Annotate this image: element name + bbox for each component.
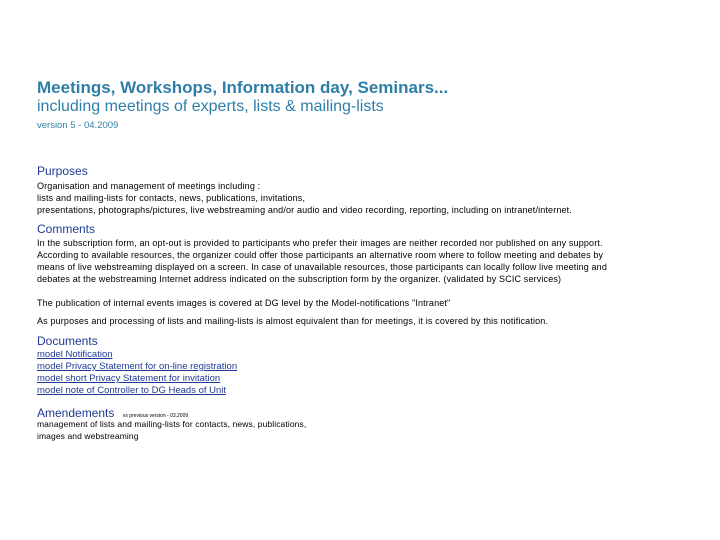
link-note-controller-heads-of-unit[interactable]: model note of Controller to DG Heads of Unit (37, 385, 227, 396)
purposes-line: presentations, photographs/pictures, live webstreaming and/or audio and video recording, reporting, including on intranet/internet. (37, 205, 572, 215)
comments-line: debates at the webstreaming Internet address indicated on the subscription form by the organizer. (validated by SCIC services) (37, 274, 562, 284)
link-privacy-statement-online-registration[interactable]: model Privacy Statement for on-line registration (37, 361, 238, 372)
documents-link-list (37, 349, 237, 397)
amendements-line: management of lists and mailing-lists for contacts, news, publications, (37, 419, 307, 429)
page-subtitle: including meetings of experts, lists & mailing-lists (37, 98, 384, 115)
comments-line: In the subscription form, an opt-out is provided to participants who prefer their images are neither recorded nor published on any support. (37, 238, 603, 248)
page-title: Meetings, Workshops, Information day, Seminars... (37, 78, 449, 97)
amendements-line: images and webstreaming (37, 431, 139, 441)
comments-paragraph-2 (37, 297, 701, 309)
comments-line: The publication of internal events images is covered at DG level by the Model-notifications "Intranet" (37, 298, 451, 308)
amendements-version-note: vs previous version - 03.2009 (122, 413, 189, 419)
comments-paragraph-3 (37, 315, 701, 327)
amendements-text (37, 418, 306, 442)
comments-paragraph-1 (37, 237, 701, 285)
purposes-line: lists and mailing-lists for contacts, news, publications, invitations, (37, 193, 306, 203)
version-label: version 5 - 04.2009 (37, 120, 119, 131)
comments-line: According to available resources, the organizer could offer those participants an alternative room where to follow meeting and debates by (37, 250, 604, 260)
purposes-line: Organisation and management of meetings including : (37, 181, 261, 191)
comments-line: means of live webstreaming displayed on a screen. In case of unavailable resources, those participants can locally follow live meeting and (37, 262, 607, 272)
purposes-heading: Purposes (37, 164, 88, 178)
link-model-notification[interactable]: model Notification (37, 349, 113, 360)
purposes-text (37, 180, 701, 216)
comments-heading: Comments (37, 222, 96, 236)
link-short-privacy-statement-invitation[interactable]: model short Privacy Statement for invitation (37, 373, 221, 384)
documents-heading: Documents (37, 334, 98, 348)
comments-line: As purposes and processing of lists and mailing-lists is almost equivalent than for meetings, it is covered by this notification. (37, 316, 549, 326)
amendements-heading: Amendements (37, 406, 115, 420)
